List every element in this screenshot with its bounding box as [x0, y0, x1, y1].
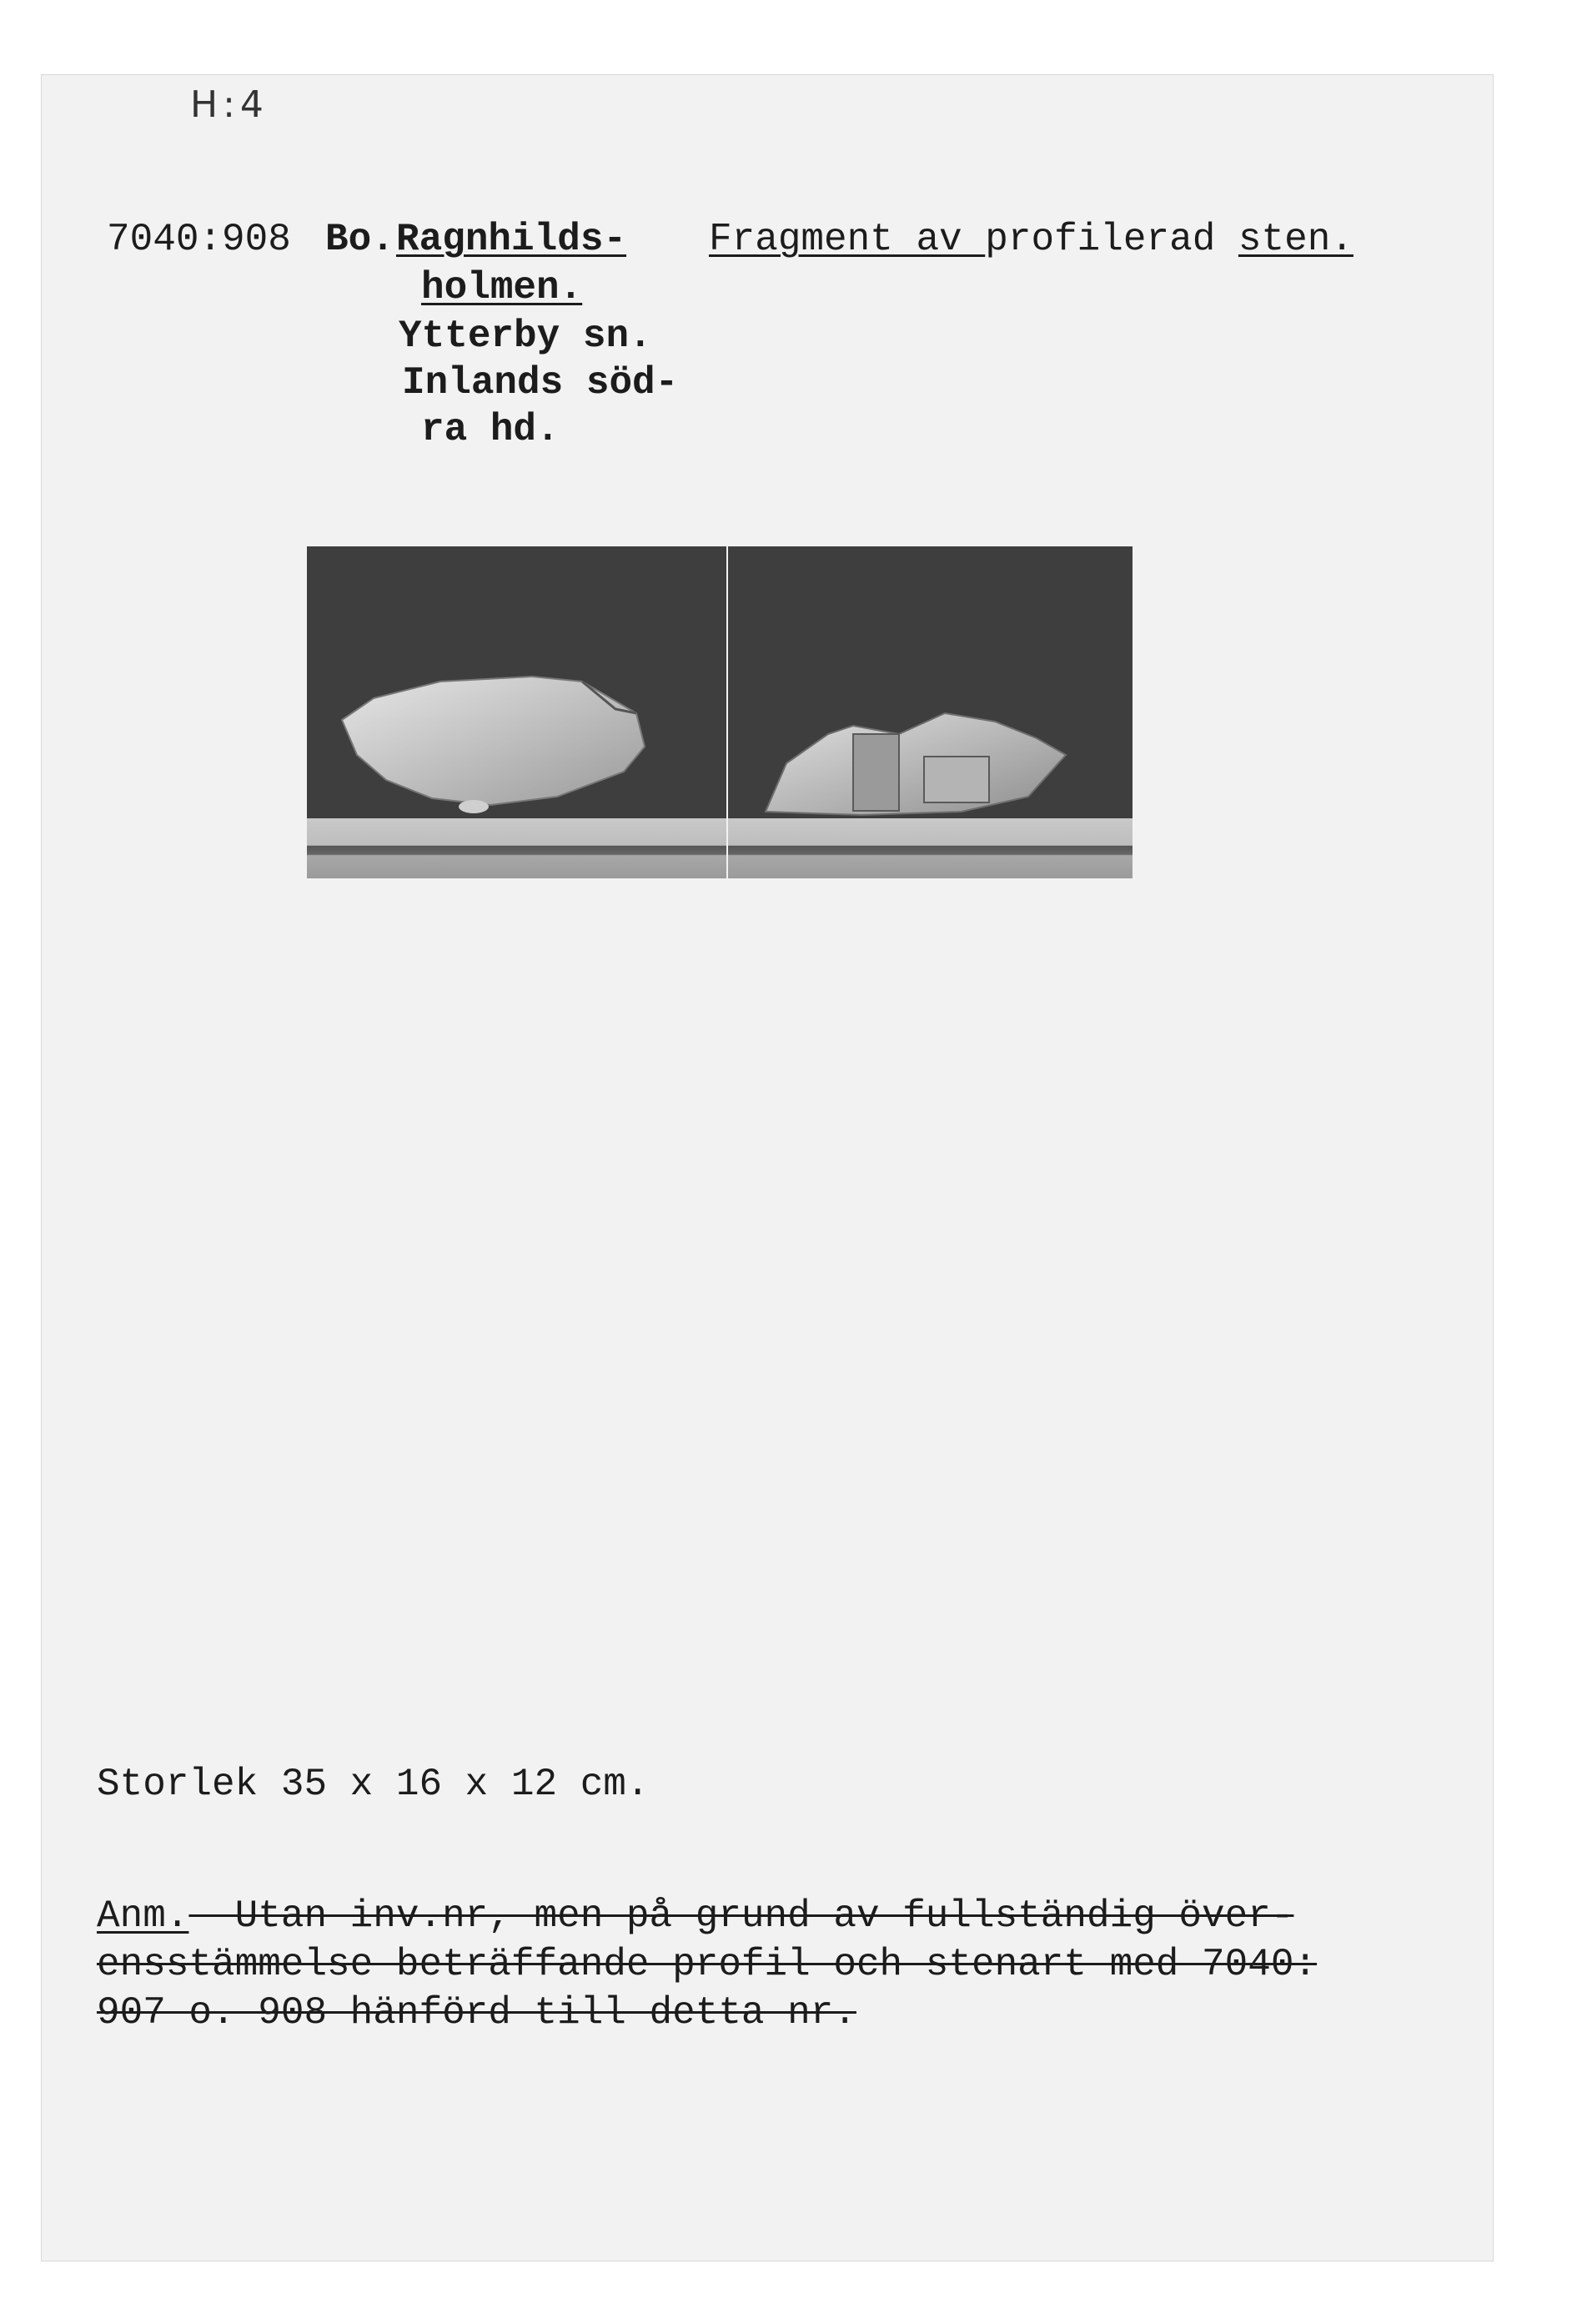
location-line-3: Ytterby sn.	[399, 314, 652, 358]
note-line-2: ensstämmelse beträffande profil och stenart med 7040:	[97, 1943, 1318, 1986]
note-line-1	[97, 1892, 1293, 1940]
size-text: Storlek 35 x 16 x 12 cm.	[97, 1763, 650, 1806]
location-line-2: holmen.	[421, 266, 583, 309]
note-line-3: 907 o. 908 hänförd till detta nr.	[97, 1991, 856, 2035]
stone-photo-left	[307, 546, 726, 878]
location-line-5: ra hd.	[421, 408, 560, 451]
note-label: Anm.	[97, 1894, 189, 1938]
location-line-1: Ragnhilds-	[396, 218, 627, 261]
object-title	[709, 215, 1354, 264]
note-line-1-text: Utan inv.nr, men på grund av fullständig över-	[188, 1894, 1294, 1938]
stone-photo-right	[728, 546, 1133, 878]
location-prefix: Bo.	[325, 218, 394, 261]
location-line-4: Inlands söd-	[402, 361, 679, 405]
object-title-part-3: sten.	[1238, 218, 1354, 261]
inventory-number: 7040:908	[107, 218, 291, 261]
catalog-card	[42, 75, 1493, 2261]
object-title-part-2: profilerad	[985, 218, 1238, 261]
handwritten-mark: H:4	[190, 83, 269, 126]
shelf-left	[307, 818, 726, 878]
object-title-part-1: Fragment av	[709, 218, 986, 261]
shelf-right	[728, 818, 1133, 878]
